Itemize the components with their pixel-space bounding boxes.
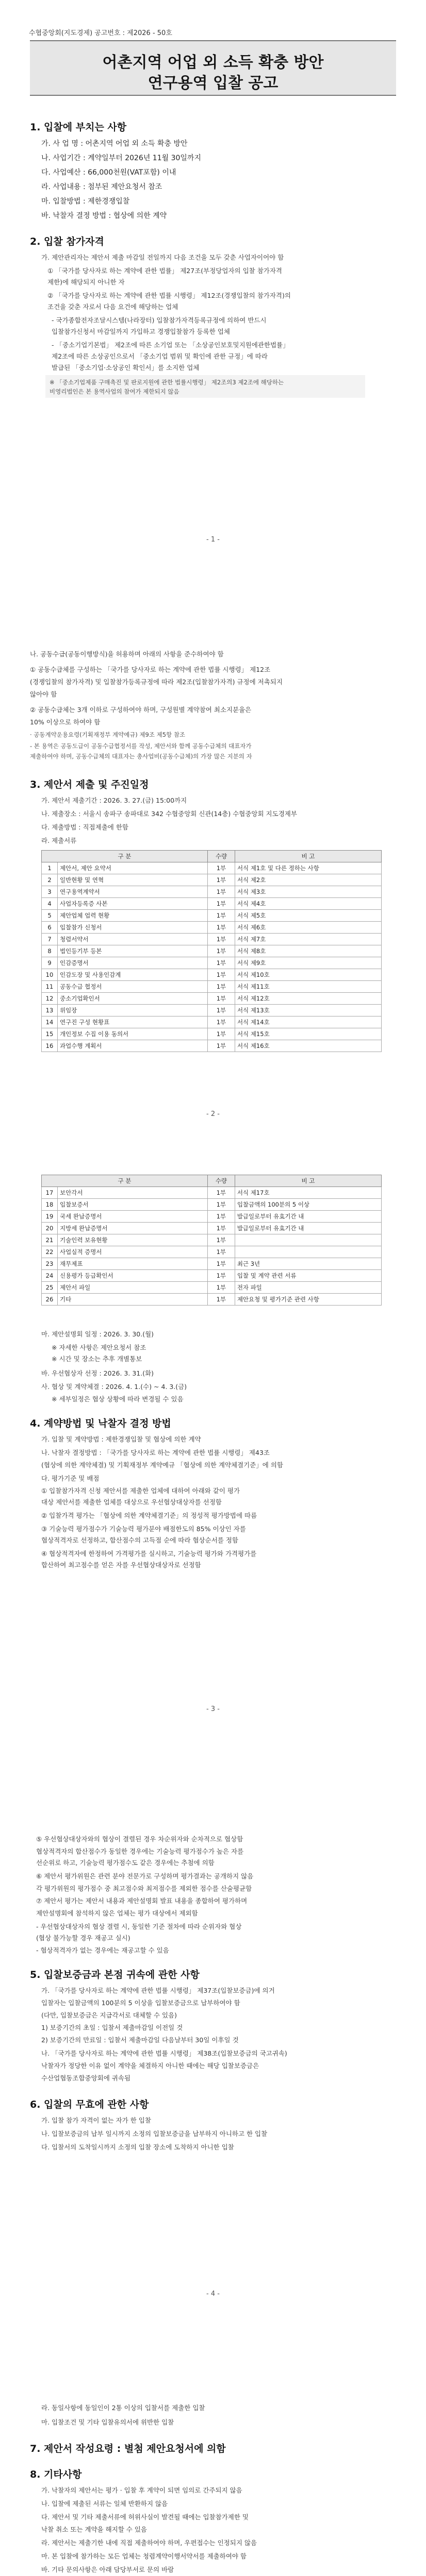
- p4-line: ⑥ 제안서 평가위원은 관련 분야 전문가로 구성하며 평가결과는 공개하지 않음: [36, 1872, 254, 1880]
- table-row: [42, 910, 382, 922]
- table-cell: 1부: [207, 945, 235, 957]
- s1-item: 바. 낙찰자 결정 방법 : 협상에 의한 계약: [41, 212, 167, 220]
- table-cell: 입찰참가 신청서: [58, 922, 208, 934]
- page-number: - 1 -: [206, 536, 220, 544]
- table-row: [42, 1223, 382, 1234]
- table-row: [42, 1040, 382, 1052]
- page-number: - 2 -: [206, 1110, 220, 1118]
- table-cell: 7: [42, 934, 58, 945]
- s4-line: ④ 협상적격자에 한정하여 가격평가를 실시하고, 기술능력 평가와 가격평가를: [41, 1550, 257, 1557]
- table-cell: 보안각서: [58, 1187, 208, 1199]
- table-cell: 3: [42, 886, 58, 898]
- table-cell: 서식 제10호: [235, 969, 381, 981]
- table-cell: 서식 제8호: [235, 945, 381, 957]
- s2-line: 제2조에 따른 소상공인으로서 「중소기업 범위 및 확인에 관한 규정」에 따라: [52, 352, 268, 360]
- s2-line: 제한)에 해당되지 아니한 자: [47, 278, 125, 286]
- table-cell: 1부: [207, 1282, 235, 1294]
- s2-line: ② 「국가를 당사자로 하는 계약에 관한 법률 시행령」 제12조(경쟁입찰의 참가자격)의: [47, 292, 291, 299]
- table-cell: 2: [42, 874, 58, 886]
- p4-line: ⑤ 우선협상대상자와의 협상이 결렬된 경우 차순위자와 순차적으로 협상함: [36, 1835, 243, 1843]
- p2-line: ① 공동수급체를 구성하는 「국가를 당사자로 하는 계약에 관한 법률 시행령」 제12조: [30, 666, 271, 673]
- s4-line: 대상 제안서를 제출한 업체를 대상으로 우선협상대상자를 선정함: [41, 1498, 222, 1506]
- p2-line: - 본 용역은 공동도급이 공동수급협정서를 작성, 제안서와 함께 공동수급체의 대표자가: [30, 742, 252, 750]
- table-cell: 19: [42, 1211, 58, 1223]
- table-cell: 인감도장 및 사용인감계: [58, 969, 208, 981]
- table-cell: 입찰보증서: [58, 1199, 208, 1211]
- table-cell: 연구진 구성 현황표: [58, 1016, 208, 1028]
- table-cell: 발급일로부터 유효기간 내: [235, 1223, 381, 1234]
- s5-line: (다만, 입찰보증금은 지급각서로 대체할 수 있음): [41, 2011, 177, 2019]
- s4-line: 다. 평가기준 및 배점: [41, 1475, 100, 1482]
- p4-line: 협상적격자의 합산점수가 동일한 경우에는 기술능력 평가점수가 높은 자를: [36, 1848, 244, 1855]
- p3-line: 사. 협상 및 계약체결 : 2026. 4. 1.(수) ~ 4. 3.(금): [41, 1383, 187, 1391]
- table-cell: 1: [42, 862, 58, 874]
- s8-line: 다. 제안서 및 기타 제출서류에 허위사실이 발견될 때에는 입찰참가제한 및: [41, 2513, 249, 2521]
- p3-note: ※ 세부일정은 협상 상황에 따라 변경될 수 있음: [52, 1395, 184, 1403]
- table-cell: 26: [42, 1294, 58, 1306]
- table-row: [42, 969, 382, 981]
- table-cell: 1부: [207, 969, 235, 981]
- section-2-heading: 2. 입찰 참가자격: [30, 236, 104, 247]
- table-cell: 24: [42, 1270, 58, 1282]
- p3-note: ※ 자세한 사항은 제안요청서 참조: [52, 1344, 146, 1351]
- submission-table-1: [41, 850, 382, 1052]
- table-cell: 1부: [207, 1016, 235, 1028]
- table-cell: [235, 1234, 381, 1246]
- submission-table-2: [41, 1175, 382, 1306]
- s3-item: 나. 제출장소 : 서울시 송파구 송파대로 342 수협중앙회 신관(14층) 수협중앙회 지도경제부: [41, 810, 297, 818]
- table-row: [42, 1187, 382, 1199]
- table-cell: 서식 제3호: [235, 886, 381, 898]
- s5-line: 1) 보증기간의 초일 : 입찰서 제출마감일 이전일 것: [41, 2024, 183, 2031]
- table-cell: 서식 제17호: [235, 1187, 381, 1199]
- table-row: [42, 862, 382, 874]
- table-cell: 1부: [207, 1270, 235, 1282]
- table-cell: 8: [42, 945, 58, 957]
- page-number: - 3 -: [206, 1705, 220, 1713]
- table-cell: 연구용역계약서: [58, 886, 208, 898]
- p4-line: - 협상적격자가 없는 경우에는 재공고할 수 있음: [36, 1946, 169, 1954]
- table-cell: 4: [42, 898, 58, 910]
- table-row: [42, 1005, 382, 1016]
- s1-item: 나. 사업기간 : 계약일부터 2026년 11월 30일까지: [41, 154, 201, 162]
- s5-line: 가. 「국가를 당사자로 하는 계약에 관한 법률 시행령」 제37조(입찰보증금)에 의거: [41, 1987, 275, 1994]
- table-cell: 서식 제13호: [235, 1005, 381, 1016]
- table-cell: 25: [42, 1282, 58, 1294]
- table-cell: 사업자등록증 사본: [58, 898, 208, 910]
- table-cell: 제안서 파일: [58, 1282, 208, 1294]
- table-row: [42, 1199, 382, 1211]
- table-header: 비 고: [235, 851, 381, 862]
- section-3-heading: 3. 제안서 제출 및 주진일정: [30, 779, 149, 790]
- table-cell: 21: [42, 1234, 58, 1246]
- s2-line: - 국가종합전자조달시스템(나라장터) 입찰참가자격등록규정에 의하여 반드시: [52, 316, 267, 324]
- title-line-2: 연구용역 입찰 공고: [148, 74, 278, 92]
- table-cell: 서식 제14호: [235, 1016, 381, 1028]
- s8-line: 낙찰 취소 또는 계약을 해지할 수 있음: [41, 2526, 147, 2533]
- table-header: 구 분: [42, 1175, 208, 1187]
- table-cell: 서식 제9호: [235, 957, 381, 969]
- table-cell: [235, 1246, 381, 1258]
- s4-line: ① 입찰참가자격 신청 제안서를 제출한 업체에 대하여 아래와 같이 평가: [41, 1487, 240, 1495]
- section-5-heading: 5. 입찰보증금과 본점 귀속에 관한 사항: [30, 1969, 200, 1980]
- s4-line: (협상에 의한 계약체결) 및 기획재정부 계약예규 「협상에 의한 계약체결기준」에 의함: [41, 1461, 283, 1469]
- s8-line: 마. 본 입찰에 참가하는 모든 업체는 청렴계약이행서약서를 제출하여야 함: [41, 2552, 247, 2560]
- table-row: [42, 1270, 382, 1282]
- table-cell: 위임장: [58, 1005, 208, 1016]
- table-row: [42, 993, 382, 1005]
- table-cell: 1부: [207, 910, 235, 922]
- table-cell: 1부: [207, 957, 235, 969]
- table-cell: 청렴서약서: [58, 934, 208, 945]
- s8-line: 라. 제안서는 제출기한 내에 직접 제출하여야 하며, 우편접수는 인정되지 않음: [41, 2539, 257, 2547]
- section-6-heading: 6. 입찰의 무효에 관한 사항: [30, 2099, 149, 2110]
- table-cell: 1부: [207, 862, 235, 874]
- table-cell: 1부: [207, 993, 235, 1005]
- table-cell: 최근 3년: [235, 1258, 381, 1270]
- table-cell: 발급일로부터 유효기간 내: [235, 1211, 381, 1223]
- table-cell: 16: [42, 1040, 58, 1052]
- table-cell: 서식 제11호: [235, 981, 381, 993]
- s1-item: 라. 사업내용 : 첨부된 제안요청서 참조: [41, 183, 162, 191]
- s2-note: 비영리법인은 본 용역사업의 참여가 제한되지 않음: [50, 388, 179, 395]
- s8-line: 나. 입찰에 제출된 서류는 일체 반환하지 않음: [41, 2500, 168, 2507]
- table-cell: 기술인력 보유현황: [58, 1234, 208, 1246]
- table-row: [42, 957, 382, 969]
- table-cell: 1부: [207, 981, 235, 993]
- s2-line: 가. 제안관리자는 제안서 제출 마감일 전일까지 다음 조건을 모두 갖춘 사업자이어야 함: [41, 253, 284, 261]
- s5-line: 낙찰자가 정당한 이유 없이 계약을 체결하지 아니한 때에는 해당 입찰보증금은: [41, 2062, 259, 2070]
- s6-line: 다. 입찰서의 도착일시까지 소정의 입찰 장소에 도착하지 아니한 입찰: [41, 2143, 234, 2151]
- p4-line: (협상 불가능할 경우 재공고 실시): [36, 1934, 130, 1942]
- s4-line: 나. 낙찰자 결정방법 : 「국가를 당사자로 하는 계약에 관한 법률 시행령」 제43조: [41, 1449, 270, 1456]
- table-cell: 5: [42, 910, 58, 922]
- p5-line: 마. 입찰조건 및 기타 입찰유의서에 위반한 입찰: [41, 2418, 174, 2426]
- s3-item: 라. 제출서류: [41, 837, 77, 844]
- s5-line: 수산업협동조합중앙회에 귀속됨: [41, 2074, 131, 2082]
- p2-line: · 공동계약운용요령(기획재정부 계약예규) 제9조 제5항 참조: [30, 731, 186, 738]
- table-row: [42, 1282, 382, 1294]
- p4-line: 선순위로 하고, 기술능력 평가점수도 같은 경우에는 추첨에 의함: [36, 1859, 215, 1867]
- p5-line: 라. 동일사항에 동일인이 2통 이상의 입찰서를 제출한 입찰: [41, 2404, 205, 2412]
- table-cell: 서식 제5호: [235, 910, 381, 922]
- s2-line: 입찰참가신청서 마감일까지 가입하고 경쟁입찰참가 등록한 업체: [52, 328, 230, 335]
- table-cell: 6: [42, 922, 58, 934]
- table-cell: 15: [42, 1028, 58, 1040]
- table-cell: 22: [42, 1246, 58, 1258]
- table-row: [42, 1246, 382, 1258]
- p4-line: ⑦ 제안서 평가는 제안서 내용과 제안설명회 발표 내용을 종합하여 평가하며: [36, 1897, 248, 1905]
- table-header: 수량: [207, 1175, 235, 1187]
- table-cell: 1부: [207, 1294, 235, 1306]
- table-row: [42, 1294, 382, 1306]
- table-cell: 1부: [207, 934, 235, 945]
- table-cell: 공동수급 협정서: [58, 981, 208, 993]
- table-cell: 1부: [207, 874, 235, 886]
- s6-line: 가. 입찰 참가 자격이 없는 자가 한 입찰: [41, 2116, 151, 2124]
- s1-item: 마. 입찰방법 : 제한경쟁입찰: [41, 197, 130, 206]
- s2-line: 발급된 「중소기업·소상공인 확인서」를 소지한 업체: [52, 364, 200, 371]
- p2-line: ② 공동수급체는 3개 이하로 구성하여야 하며, 구성원별 계약참여 최소지분율은: [30, 706, 252, 714]
- p2-line: 10% 이상으로 하여야 함: [30, 718, 101, 726]
- table-row: [42, 1258, 382, 1270]
- table-cell: 서식 제4호: [235, 898, 381, 910]
- s1-item: 가. 사 업 명 : 어촌지역 어업 외 소득 확충 방안: [41, 140, 188, 148]
- s4-line: 합산하여 최고점수를 얻은 자를 우선협상대상자로 선정함: [41, 1561, 201, 1569]
- table-row: [42, 934, 382, 945]
- table-row: [42, 981, 382, 993]
- title-box: [30, 40, 396, 96]
- table-cell: 1부: [207, 1005, 235, 1016]
- table-row: [42, 1234, 382, 1246]
- s3-item: 가. 제안서 제출기간 : 2026. 3. 27.(금) 15:00까지: [41, 796, 187, 804]
- table-cell: 1부: [207, 1234, 235, 1246]
- s2-line: 조건을 갖춘 자로서 다음 요건에 해당하는 업체: [47, 303, 178, 311]
- p3-line: 바. 우선협상자 선정 : 2026. 3. 31.(화): [41, 1369, 154, 1377]
- s2-note-box: [45, 375, 365, 398]
- table-cell: 인감증명서: [58, 957, 208, 969]
- s5-line: 입찰자는 입찰금액의 100분의 5 이상을 입찰보증금으로 납부하여야 함: [41, 1999, 240, 2007]
- table-cell: 23: [42, 1258, 58, 1270]
- section-4-heading: 4. 계약방법 및 낙찰자 결정 방법: [30, 1418, 171, 1429]
- table-cell: 1부: [207, 1211, 235, 1223]
- table-cell: 중소기업확인서: [58, 993, 208, 1005]
- table-cell: 서식 제1호 및 다른 정하는 사항: [235, 862, 381, 874]
- table-row: [42, 874, 382, 886]
- p4-line: 각 평가위원의 평가점수 중 최고점수와 최저점수를 제외한 점수를 산술평균함: [36, 1885, 252, 1892]
- table-row: [42, 945, 382, 957]
- table-cell: 1부: [207, 922, 235, 934]
- table-cell: 14: [42, 1016, 58, 1028]
- s6-line: 나. 입찰보증금의 납부 일시까지 소정의 입찰보증금을 납부하지 아니하고 한 입찰: [41, 2130, 268, 2138]
- table-cell: 재무제표: [58, 1258, 208, 1270]
- section-7-heading: 7. 제안서 작성요령 : 별첨 제안요청서에 의함: [30, 2443, 226, 2454]
- s4-line: 협상적격자로 선정하고, 합산점수의 고득점 순에 따라 협상순서를 정함: [41, 1536, 238, 1544]
- table-cell: 서식 제6호: [235, 922, 381, 934]
- table-cell: 1부: [207, 1199, 235, 1211]
- p3-line: 마. 제안설명회 일정 : 2026. 3. 30.(월): [41, 1330, 154, 1338]
- section-1-heading: 1. 입찰에 부치는 사항: [30, 122, 127, 133]
- table-header: 구 분: [42, 851, 208, 862]
- table-cell: 1부: [207, 886, 235, 898]
- table-row: [42, 898, 382, 910]
- p4-line: - 우선협상대상자의 협상 결렬 시, 동일한 기준 절차에 따라 순위자와 협상: [36, 1923, 242, 1930]
- s2-line: - 「중소기업기본법」 제2조에 따른 소기업 또는 「소상공인보호및지원에관한법률」: [52, 341, 289, 349]
- table-header: 수량: [207, 851, 235, 862]
- p2-line: 않아야 함: [30, 690, 57, 698]
- table-cell: 9: [42, 957, 58, 969]
- table-cell: 18: [42, 1199, 58, 1211]
- table-cell: 제안요청 및 평가기준 관련 사항: [235, 1294, 381, 1306]
- table-cell: 17: [42, 1187, 58, 1199]
- table-cell: 서식 제16호: [235, 1040, 381, 1052]
- table-cell: 사업실적 증명서: [58, 1246, 208, 1258]
- table-row: [42, 886, 382, 898]
- title-line-1: 어촌지역 어업 외 소득 확충 방안: [102, 54, 324, 72]
- s4-line: ② 입찰가격 평가는 「협상에 의한 계약체결기준」의 정성적 평가방법에 따름: [41, 1512, 257, 1519]
- table-cell: 국세 완납증명서: [58, 1211, 208, 1223]
- table-row: [42, 1028, 382, 1040]
- table-cell: 기타: [58, 1294, 208, 1306]
- table-cell: 지방세 완납증명서: [58, 1223, 208, 1234]
- s4-line: ③ 기술능력 평가점수가 기술능력 평가분야 배점한도의 85% 이상인 자를: [41, 1525, 246, 1533]
- table-cell: 입찰금액의 100분의 5 이상: [235, 1199, 381, 1211]
- table-cell: 1부: [207, 1223, 235, 1234]
- table-cell: 개인정보 수집 이용 동의서: [58, 1028, 208, 1040]
- table-cell: 신용평가 등급확인서: [58, 1270, 208, 1282]
- table-cell: 전자 파일: [235, 1282, 381, 1294]
- section-8-heading: 8. 기타사항: [30, 2469, 82, 2480]
- table-cell: 제안업체 업력 현황: [58, 910, 208, 922]
- s1-item: 다. 사업예산 : 66,000천원(VAT포함) 이내: [41, 168, 176, 177]
- table-cell: 1부: [207, 1258, 235, 1270]
- s2-note: ※ 「중소기업제품 구매촉진 및 판로지원에 관한 법률시행령」 제2조의3 제2조에 해당하는: [50, 379, 284, 386]
- s8-line: 가. 낙찰자의 제안서는 평가 · 입찰 후 계약이 되면 임의로 간주되지 않음: [41, 2486, 242, 2494]
- table-cell: 11: [42, 981, 58, 993]
- doc-number: 수협중앙회(지도경제) 공고번호 : 제2026 - 50호: [29, 29, 172, 37]
- table-cell: 20: [42, 1223, 58, 1234]
- p2-line: 제출하여야 하며, 공동수급체의 대표자는 총사업비(공동수급체)의 가장 많은 지분의 자: [30, 753, 252, 760]
- s3-item: 다. 제출방법 : 직접제출에 한함: [41, 823, 128, 831]
- s2-line: ① 「국가를 당사자로 하는 계약에 관한 법률」 제27조(부정당업자의 입찰 참가자격: [47, 267, 283, 275]
- table-cell: 1부: [207, 1028, 235, 1040]
- table-cell: 서식 제7호: [235, 934, 381, 945]
- table-cell: 13: [42, 1005, 58, 1016]
- table-cell: 1부: [207, 1187, 235, 1199]
- table-cell: 과업수행 계획서: [58, 1040, 208, 1052]
- table-row: [42, 922, 382, 934]
- table-cell: 입찰 및 계약 관련 서류: [235, 1270, 381, 1282]
- table-cell: 서식 제15호: [235, 1028, 381, 1040]
- s8-line: 바. 기타 문의사항은 아래 담당부서로 문의 바람: [41, 2566, 174, 2573]
- table-cell: 1부: [207, 898, 235, 910]
- table-cell: 1부: [207, 1246, 235, 1258]
- table-cell: 12: [42, 993, 58, 1005]
- table-cell: 제안서, 제안 요약서: [58, 862, 208, 874]
- table-cell: 1부: [207, 1040, 235, 1052]
- p2-line: 나. 공동수급(공동이행방식)을 허용하며 아래의 사항을 준수하여야 함: [30, 650, 224, 658]
- table-cell: 일반현황 및 연혁: [58, 874, 208, 886]
- p3-note: ※ 시간 및 장소는 추후 개별통보: [52, 1355, 142, 1363]
- p2-line: (경쟁입찰의 참가자격) 및 입찰참가등록규정에 따라 제2조(입찰참가자격) 규정에 저촉되지: [30, 678, 283, 686]
- s5-line: 나. 「국가를 당사자로 하는 계약에 관한 법률 시행령」 제38조(입찰보증금의 국고귀속): [41, 2049, 287, 2057]
- table-cell: 서식 제2호: [235, 874, 381, 886]
- table-row: [42, 1016, 382, 1028]
- table-row: [42, 1211, 382, 1223]
- s5-line: 2) 보증기간의 만료일 : 입찰서 제출마감일 다음날부터 30일 이후일 것: [41, 2036, 239, 2044]
- table-cell: 법인등기부 등본: [58, 945, 208, 957]
- p4-line: 제안설명회에 참석하지 않은 업체는 평가 대상에서 제외함: [36, 1909, 198, 1917]
- page-number: - 4 -: [206, 2290, 220, 2298]
- table-header: 비 고: [235, 1175, 381, 1187]
- table-cell: 서식 제12호: [235, 993, 381, 1005]
- s4-line: 가. 입찰 및 계약방법 : 제한경쟁입찰 및 협상에 의한 계약: [41, 1435, 201, 1443]
- table-cell: 10: [42, 969, 58, 981]
